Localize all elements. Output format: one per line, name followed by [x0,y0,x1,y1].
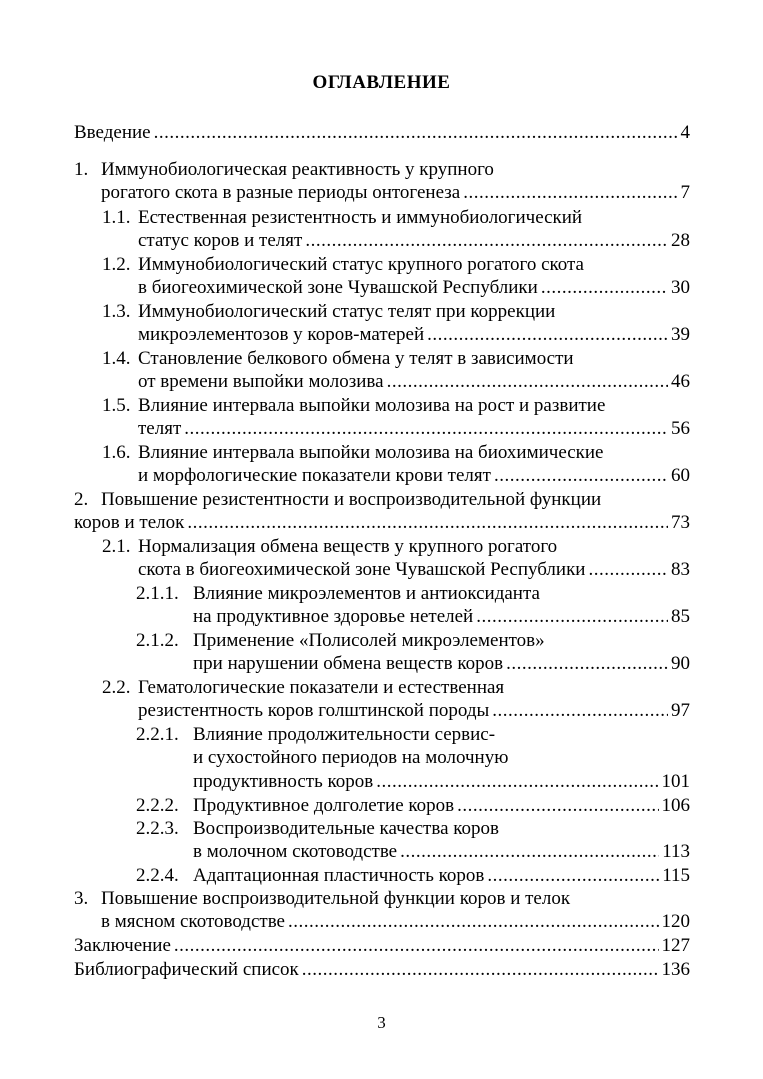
toc-leader-dots [487,864,659,887]
toc-entry-line [136,629,545,652]
toc-entry-title: Библиографический список [74,959,299,980]
toc-entry-title: Воспроизводительные качества коров [193,818,500,839]
toc-entry-line [102,394,606,417]
toc-entry-line[interactable] [138,464,690,487]
toc-page-number: 28 [671,230,690,252]
toc-entry-number: 2.2. [102,677,131,698]
toc-entry-line[interactable] [136,864,690,887]
toc-entry-title: Влияние интервала выпойки молозива на биохимические [138,442,604,463]
toc-entry-title: статус коров и телят [138,230,303,252]
toc-leader-dots [506,652,668,675]
toc-entry-line[interactable] [138,370,690,393]
toc-entry-title: и морфологические показатели крови телят [138,465,491,487]
toc-entry-title: Влияние продолжительности сервис- [193,724,496,745]
toc-entry-title: при нарушении обмена веществ коров [193,653,504,675]
toc-entry-number: 2.2.4. [136,865,179,886]
toc-entry-line [136,817,500,840]
toc-leader-dots [387,370,668,393]
toc-entry-number: 2.1.1. [136,583,179,604]
toc-entry-number: 2.2.1. [136,724,179,745]
toc-leader-dots [400,840,659,863]
toc-page-number: 101 [661,770,690,792]
toc-entry-number: 1.5. [102,395,131,416]
toc-page-number: 85 [671,606,690,628]
toc-entry-title: Введение [74,122,151,143]
toc-entry-title: Повышение резистентности и воспроизводительной функции [101,489,602,510]
toc-entry-number: 1.2. [102,254,131,275]
toc-entry-title: резистентность коров голштинской породы [138,700,490,722]
toc-leader-dots [376,770,658,793]
toc-leader-dots [494,464,668,487]
toc-leader-dots [305,229,668,252]
toc-entry-title: коров и телок [74,512,185,534]
toc-entry-number: 1.6. [102,442,131,463]
toc-leader-dots [476,605,668,628]
toc-entry-title: и сухостойного периодов на молочную [193,747,509,769]
toc-entry-line [102,535,558,558]
toc-entry-line[interactable] [138,229,690,252]
toc-entry-title: Нормализация обмена веществ у крупного рогатого [138,536,558,557]
toc-page-number: 113 [662,841,690,863]
toc-entry-number: 1.4. [102,348,131,369]
toc-entry-line[interactable] [138,417,690,440]
toc-page-number: 39 [671,324,690,346]
toc-entry-line [102,441,604,464]
toc-page-number: 90 [671,653,690,675]
toc-entry-line[interactable] [138,323,690,346]
toc-entry-line[interactable] [74,958,690,981]
toc-entry-title: Влияние микроэлементов и антиоксиданта [193,583,540,604]
toc-entry-line [102,300,556,323]
toc-entry-number: 2.2.3. [136,818,179,839]
toc-entry-title: Заключение [74,935,171,956]
toc-page-number: 106 [661,795,690,816]
toc-entry-line[interactable] [101,910,690,933]
toc-page-number: 115 [662,865,690,886]
toc-leader-dots [541,276,668,299]
toc-entry-title: от времени выпойки молозива [138,371,384,393]
toc-entry-line [74,488,602,511]
toc-entry-number: 2.1. [102,536,131,557]
toc-entry-line [136,582,540,605]
toc-leader-dots [492,699,668,722]
toc-leader-dots [427,323,668,346]
toc-entry-title: рогатого скота в разные периоды онтогенеза [101,182,461,204]
toc-entry-line[interactable] [138,699,690,722]
toc-entry-title: Применение «Полисолей микроэлементов» [193,630,545,651]
toc-entry-title: на продуктивное здоровье нетелей [193,606,474,628]
toc-entry-number: 1.1. [102,207,131,228]
toc-entry-title: Иммунобиологическая реактивность у крупного [101,159,494,180]
toc-entry-title: Продуктивное долголетие коров [193,795,455,816]
toc-page-number: 46 [671,371,690,393]
toc-page-number: 120 [661,911,690,933]
toc-entry-title: Становление белкового обмена у телят в зависимости [138,348,574,369]
toc-leader-dots [184,417,668,440]
toc-entry-number: 3. [74,888,89,909]
toc-leader-dots [463,181,677,204]
toc-entry-number: 2.2.2. [136,795,179,816]
toc-entry-line [102,347,574,370]
toc-entry-line[interactable] [193,605,690,628]
toc-entry-title: Иммунобиологический статус крупного рогатого скота [138,254,584,275]
toc-leader-dots [302,958,659,981]
toc-leader-dots [588,558,668,581]
page-number: 3 [377,1013,386,1032]
toc-leader-dots [187,511,668,534]
toc-entry-line [102,253,584,276]
toc-entry-line [193,746,508,769]
toc-entry-title: Гематологические показатели и естественная [138,677,505,698]
toc-page-number: 97 [671,700,690,722]
toc-entry-title: скота в биогеохимической зоне Чувашской Республики [138,559,586,581]
toc-entry-line[interactable] [136,794,690,817]
toc-page-number: 73 [671,512,690,534]
toc-entry-title: Повышение воспроизводительной функции коров и телок [101,888,571,909]
toc-entry-title: продуктивность коров [193,770,374,792]
toc-page-number: 30 [671,277,690,299]
toc-entry-line [74,158,494,181]
toc-entry-number: 1.3. [102,301,131,322]
toc-page-number: 56 [671,418,690,440]
toc-entry-line[interactable] [74,121,690,144]
toc-entry-title: телят [138,418,182,440]
toc-entry-line [136,723,496,746]
toc-entry-title: в мясном скотоводстве [101,911,285,933]
toc-page-number: 7 [680,182,690,204]
toc-entry-title: Естественная резистентность и иммунобиологический [138,207,583,228]
toc-entry-line[interactable] [138,558,690,581]
toc-entry-line[interactable] [74,934,690,957]
toc-entry-title: в биогеохимической зоне Чувашской Республики [138,277,538,299]
toc-leader-dots [154,121,678,144]
toc-page-number: 136 [661,959,690,980]
toc-entry-line[interactable] [193,770,690,793]
toc-entry-line[interactable] [101,181,690,204]
toc-entry-number: 2. [74,489,89,510]
toc-page-number: 127 [661,935,690,956]
toc-entry-line[interactable] [138,276,690,299]
toc-entry-number: 1. [74,159,89,180]
toc-entry-title: в молочном скотоводстве [193,841,398,863]
toc-entry-title: микроэлементозов у коров-матерей [138,324,425,346]
toc-entry-title: Иммунобиологический статус телят при коррекции [138,301,556,322]
toc-entry-line [102,206,583,229]
toc-entry-number: 2.1.2. [136,630,179,651]
toc-entry-line[interactable] [193,840,690,863]
toc-page-number: 83 [671,559,690,581]
toc-leader-dots [457,794,658,817]
toc-entry-title: Адаптационная пластичность коров [193,865,485,886]
toc-entry-title: Влияние интервала выпойки молозива на рост и развитие [138,395,606,416]
toc-entry-line [102,676,505,699]
toc-page-number: 4 [680,122,690,143]
toc-leader-dots [174,934,659,957]
toc-page-number: 60 [671,465,690,487]
toc-entry-line [74,887,571,910]
toc-entry-line[interactable] [193,652,690,675]
toc-leader-dots [288,910,659,933]
toc-entry-line[interactable] [74,511,690,534]
toc-title: ОГЛАВЛЕНИЕ [312,72,451,93]
